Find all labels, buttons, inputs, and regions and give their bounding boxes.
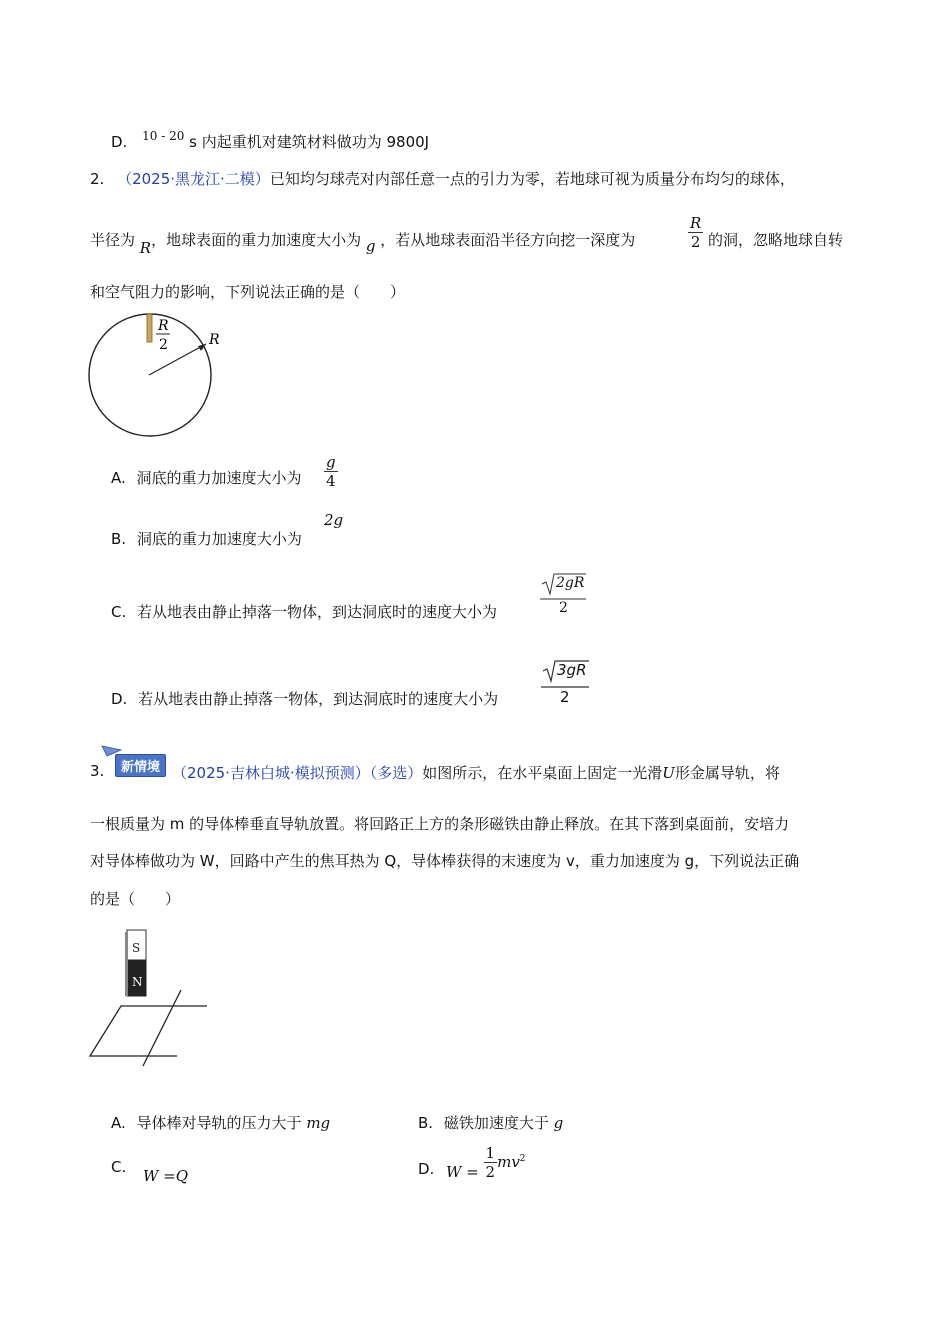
question-number: 2. bbox=[90, 170, 105, 188]
magnet-rail-figure bbox=[85, 928, 215, 1083]
radius-arrow bbox=[149, 344, 206, 375]
radius-label: R bbox=[209, 332, 220, 348]
option-d-formula: W = $\frac{1}{2}$ $mv^2$ bbox=[446, 1144, 526, 1181]
q3-option-a: A. 导体棒对导轨的压力大于 mg bbox=[111, 1114, 331, 1132]
hole-shaft bbox=[147, 314, 152, 342]
depth-fraction: $\frac{R}{2}$ bbox=[690, 214, 702, 251]
q3-stem-line4: 的是（ ） bbox=[90, 890, 181, 908]
q3-option-c: C. W =Q bbox=[111, 1158, 189, 1185]
q2-stem-line2: 半径为 R，地球表面的重力加速度大小为 g ，若从地球表面沿半径方向挖一深度为 bbox=[90, 231, 636, 257]
magnet-shade bbox=[125, 932, 128, 996]
q3-option-b: B. 磁铁加速度大于 g bbox=[418, 1114, 564, 1132]
option-text: s 内起重机对建筑材料做功为 9800J bbox=[189, 133, 430, 151]
q2-option-c: C. 若从地表由静止掉落一物体，到达洞底时的速度大小为 bbox=[111, 603, 498, 621]
q1-option-d bbox=[111, 131, 429, 152]
q3-number: 3. bbox=[90, 762, 105, 780]
u-rail bbox=[90, 1006, 207, 1056]
earth-figure bbox=[80, 308, 250, 438]
q3-stem-line2: 一根质量为 m 的导体棒垂直导轨放置。将回路正上方的条形磁铁由静止释放。在其下落到桌面前，安培力 bbox=[90, 815, 790, 833]
q2-option-d: D. 若从地表由静止掉落一物体，到达洞底时的速度大小为 bbox=[111, 690, 499, 708]
q2-stem-line2-end: 的洞，忽略地球自转 bbox=[708, 231, 844, 249]
q3-stem-line1: （2025·吉林白城·模拟预测）（多选）如图所示，在水平桌面上固定一光滑U形金属导轨，将 bbox=[172, 764, 780, 782]
question-source: （2025·黑龙江·二模） bbox=[117, 170, 270, 188]
hole-label-num: R bbox=[158, 318, 169, 334]
option-b-math: 2g bbox=[324, 511, 344, 529]
hole-label-den: 2 bbox=[159, 337, 168, 353]
conductor-rod bbox=[143, 990, 181, 1066]
time-range: 10 - 20 bbox=[142, 129, 185, 143]
q3-option-d: D. bbox=[418, 1160, 435, 1178]
option-a-math: $\frac{g}{4}$ bbox=[326, 453, 336, 490]
q2-stem-line3: 和空气阻力的影响，下列说法正确的是（ ） bbox=[90, 283, 406, 301]
n-label: N bbox=[132, 975, 143, 989]
option-label: D. bbox=[111, 133, 128, 151]
q2-option-b: B. 洞底的重力加速度大小为 bbox=[111, 530, 302, 548]
q2-stem-line1: 2. （2025·黑龙江·二模）已知均匀球壳对内部任意一点的引力为零，若地球可视为质量分布均匀的球体， bbox=[90, 170, 795, 188]
question-source: （2025·吉林白城·模拟预测）（多选） bbox=[172, 764, 423, 782]
s-label: S bbox=[132, 941, 141, 955]
q2-option-a: A. 洞底的重力加速度大小为 bbox=[111, 469, 302, 487]
q3-stem-line3: 对导体棒做功为 W，回路中产生的焦耳热为 Q，导体棒获得的末速度为 v，重力加速度为 g，下列说法正确 bbox=[90, 852, 800, 870]
